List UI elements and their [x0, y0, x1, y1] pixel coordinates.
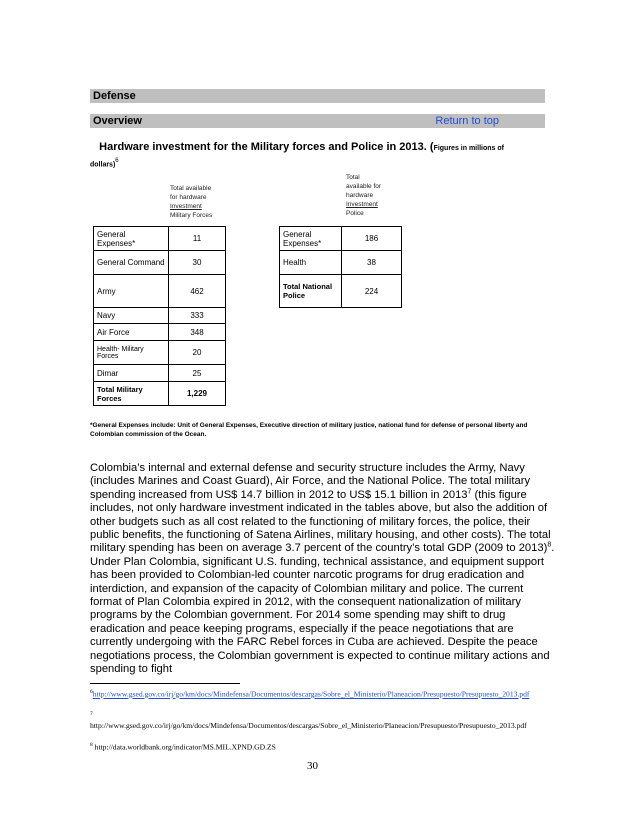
- row-value: 186: [342, 227, 402, 251]
- row-value: 462: [169, 275, 226, 308]
- police-col-head-line: available for: [346, 183, 382, 190]
- national-police-table: [279, 226, 402, 308]
- table-note: *General Expenses include: Unit of General Expenses, Executive direction of military justice, national fund for defense of personal liberty and Colombian commission of the Ocean.: [90, 422, 528, 438]
- table-row: [94, 324, 226, 341]
- footnote-divider: [90, 683, 240, 684]
- row-label: Dimar: [94, 365, 169, 382]
- table-heading-text: Hardware investment for the Military forces and Police in 2013. (: [99, 141, 434, 153]
- row-value: 38: [342, 251, 402, 275]
- row-value: 30: [169, 251, 226, 275]
- footnote-ref-7[interactable]: 7: [467, 488, 472, 496]
- police-col-head-line: Police: [346, 210, 364, 217]
- military-col-head-line: for hardware: [170, 194, 207, 201]
- police-col-head-line: Total: [346, 174, 360, 181]
- body-text-part: Colombia’s internal and external defense and security structure includes the Army, Navy (includes Marines and Coast Guard), Air Force, and the National Police. The total military spending increased from US$ 14.7 billion in 2012 to US$ 15.1 billion in 2013: [90, 462, 531, 501]
- military-col-head-line: Total available: [170, 185, 212, 192]
- table-row: [94, 365, 226, 382]
- row-value: 1,229: [169, 382, 226, 406]
- row-label: General Command: [94, 251, 169, 275]
- table-row: [94, 227, 226, 251]
- row-value: 348: [169, 324, 226, 341]
- row-label: Air Force: [94, 324, 169, 341]
- table-row: [94, 251, 226, 275]
- footnote-6: [90, 688, 545, 699]
- row-value: 25: [169, 365, 226, 382]
- row-label: Health: [280, 251, 342, 275]
- footnote-8: [90, 741, 545, 752]
- row-label: Navy: [94, 308, 169, 324]
- footnote-ref-6[interactable]: 6: [115, 158, 119, 164]
- table-row: [280, 227, 402, 251]
- military-forces-table: [93, 226, 226, 406]
- footnote-link[interactable]: http://www.gsed.gov.co/irj/go/km/docs/Mindefensa/Documentos/descargas/Sobre_el_Ministerio/Planeacion/Presupuesto/Presupuesto_2013.pdf: [90, 720, 527, 730]
- footnote-link[interactable]: http://data.worldbank.org/indicator/MS.MIL.XPND.GD.ZS: [94, 742, 276, 752]
- table-heading-units: Figures in millions of: [433, 145, 504, 152]
- row-value: 333: [169, 308, 226, 324]
- military-col-head-line: Military Forces: [170, 212, 213, 219]
- military-column-heading: [170, 184, 212, 220]
- row-value: 224: [342, 275, 402, 308]
- table-row-total: [94, 382, 226, 406]
- page-number: 30: [307, 760, 318, 772]
- table-row: [280, 251, 402, 275]
- row-value: 11: [169, 227, 226, 251]
- table-row: [94, 308, 226, 324]
- footnote-number: 8: [90, 742, 93, 748]
- footnote-number: 6: [90, 689, 93, 695]
- footnote-link[interactable]: http://www.gsed.gov.co/irj/go/km/docs/Mindefensa/Documentos/descargas/Sobre_el_Ministerio/Planeacion/Presupuesto/Presupuesto_2013.pdf: [92, 689, 530, 699]
- table-heading: [90, 141, 545, 172]
- table-row: [94, 341, 226, 365]
- return-to-top-link[interactable]: Return to top: [435, 115, 499, 127]
- police-column-heading: [346, 173, 381, 218]
- body-text-part: (this figure includes, not only hardware investment indicated in the tables above, but also the addition of other budgets such as all cost related to the functioning of military forces, the police, their public benefits, the functioning of Satena Airlines, military housing, and other costs). The total military spending has been on average 3.7 percent of the country’s total GDP (2009 to 2013): [90, 488, 551, 555]
- table-row: [94, 275, 226, 308]
- section-header: [90, 89, 545, 103]
- row-label: Army: [94, 275, 169, 308]
- section-title: Defense: [93, 90, 136, 102]
- row-label: Health- Military Forces: [94, 341, 169, 365]
- row-label: Total National Police: [280, 275, 342, 308]
- row-value: 20: [169, 341, 226, 365]
- military-col-head-line: Investment: [170, 203, 202, 210]
- row-label: General Expenses*: [280, 227, 342, 251]
- footnote-7: [90, 710, 545, 730]
- body-text-part: . Under Plan Colombia, significant U.S. funding, technical assistance, and equipment support has been provided to Colombian-led counter narcotic programs for drug eradication and interdiction, and expansion of the capacity of Colombian military and police. The current format of Plan Colombia expired in 2012, with the consequent nationalization of military programs by the Colombian government. For 2014 some spending may shift to drug eradication and peace keeping programs, especially if the peace negotiations that are currently undergoing with the FARC Rebel forces in Cuba are achieved. Despite the peace negotiations process, the Colombian government is expected to continue military actions and spending to fight: [90, 542, 555, 676]
- row-label: Total Military Forces: [94, 382, 169, 406]
- overview-bar: [90, 114, 545, 128]
- footnote-number: 7: [90, 711, 93, 717]
- footnote-ref-8[interactable]: 8: [547, 541, 552, 549]
- row-label: General Expenses*: [94, 227, 169, 251]
- body-paragraph: [90, 462, 556, 677]
- table-heading-units-cont: dollars): [90, 161, 116, 169]
- police-col-head-line: hardware: [346, 192, 374, 199]
- table-row-total: [280, 275, 402, 308]
- police-col-head-line: Investment: [346, 201, 378, 208]
- overview-label: Overview: [93, 115, 142, 127]
